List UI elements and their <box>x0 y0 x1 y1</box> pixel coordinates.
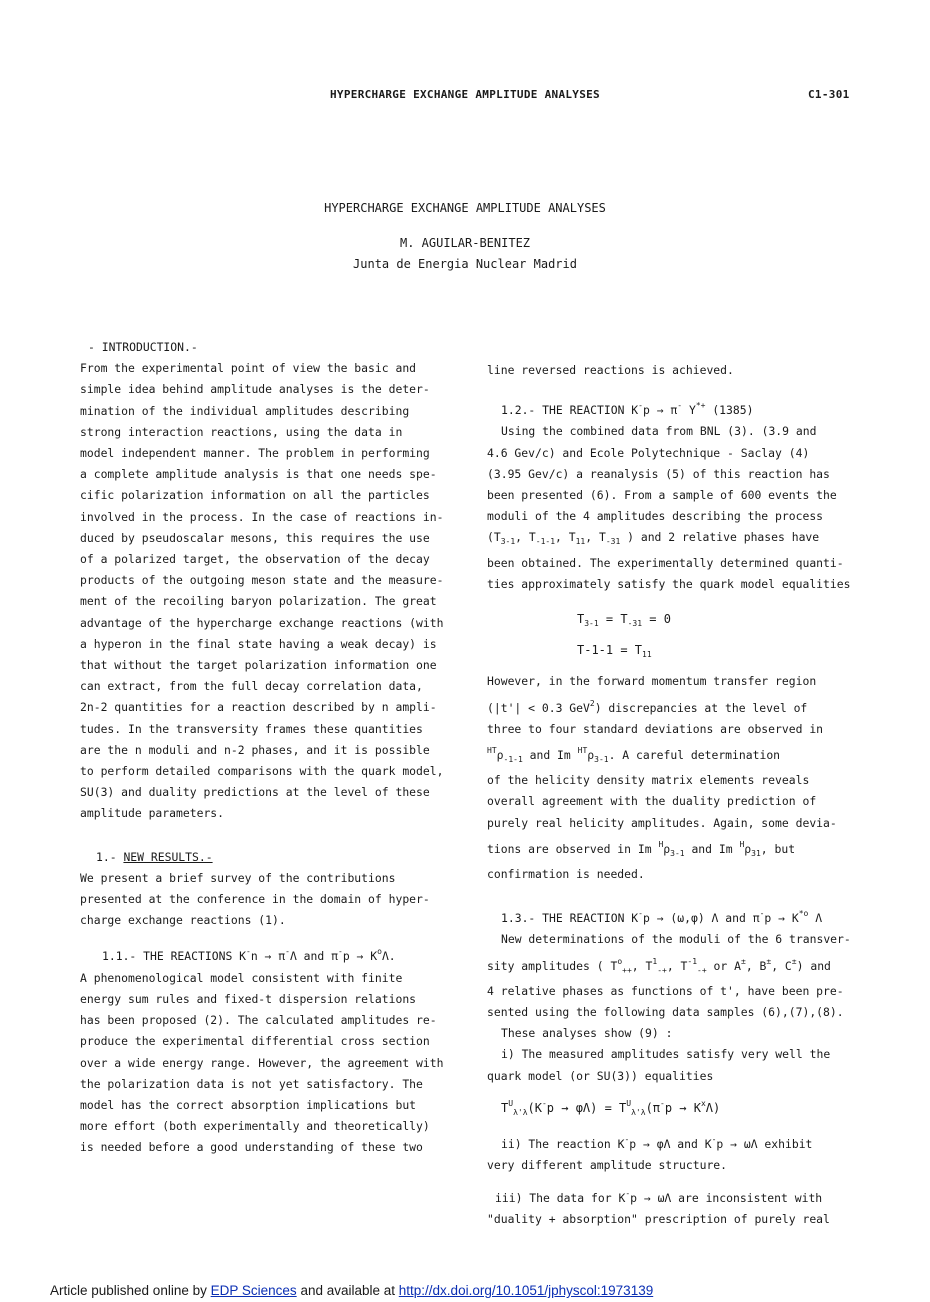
text-line: presented at the conference in the domain of hyper- <box>80 892 430 907</box>
item-ii: ii) The reaction K-p → φΛ and K-p → ωΛ exhibit <box>501 1135 813 1152</box>
publication-footer <box>50 1283 653 1298</box>
text-line: model independent manner. The problem in performing <box>80 446 430 461</box>
text-line: 2n-2 quantities for a reaction described by n ampli- <box>80 700 437 715</box>
text-fragment: and Im <box>691 841 733 856</box>
heading-text: p → π <box>642 403 678 418</box>
text-line: three to four standard deviations are observed in <box>487 721 824 736</box>
equation-value: 0 <box>663 612 671 627</box>
heading-text: Λ. <box>381 949 396 964</box>
heading-text: 1.1.- THE REACTIONS K <box>102 949 247 964</box>
text-line: very different amplitude structure. <box>487 1158 728 1173</box>
text-line: From the experimental point of view the basic and <box>80 361 417 376</box>
text-line: amplitude parameters. <box>80 806 225 821</box>
text-line: duced by pseudoscalar mesons, this requires the use <box>80 530 430 545</box>
text-fragment: ) and 2 relative phases have <box>627 530 820 545</box>
text-line: of a polarized target, the observation of the decay <box>80 552 430 567</box>
text-line: been presented (6). From a sample of 600 events the <box>487 488 837 503</box>
affiliation: Junta de Energia Nuclear Madrid <box>353 257 577 271</box>
text-line: overall agreement with the duality prediction of <box>487 794 817 809</box>
text-line: "duality + absorption" prescription of purely real <box>487 1211 830 1226</box>
text-fragment: p → ωΛ exhibit <box>716 1137 813 1152</box>
text-fragment: ) discrepancies at the level of <box>594 700 808 715</box>
left-column <box>80 337 443 1159</box>
text-fragment: ) and <box>796 958 831 973</box>
running-title: HYPERCHARGE EXCHANGE AMPLITUDE ANALYSES <box>330 88 600 101</box>
text-line: has been proposed (2). The calculated amplitudes re- <box>80 1013 437 1028</box>
text-line: of the helicity density matrix elements reveals <box>487 773 810 788</box>
text-line: tudes. In the transversity frames these quantities <box>80 721 423 736</box>
text-line: over a wide energy range. However, the agreement with <box>80 1055 444 1070</box>
heading-text: n → π <box>250 949 286 964</box>
heading-text: p → K <box>342 949 378 964</box>
heading-text: 1.3.- THE REACTION K <box>501 911 639 926</box>
text-line: SU(3) and duality predictions at the level of these <box>80 785 430 800</box>
equation-1: $T_{3-1} = T_{-31} = 0$ <box>577 612 671 629</box>
text-line: a hyperon in the final state having a weak decay) is <box>80 636 437 651</box>
text-line: more effort (both experimentally and theoretically) <box>80 1119 430 1134</box>
section-heading-new-results <box>80 847 443 868</box>
heading-text: Λ and π <box>289 949 338 964</box>
text-line: purely real helicity amplitudes. Again, some devia- <box>487 815 837 830</box>
author-name: M. AGUILAR-BENITEZ <box>399 236 531 250</box>
text-line: We present a brief survey of the contributions <box>80 870 396 885</box>
page-number: C1-301 <box>808 88 850 101</box>
item-iii: iii) The data for K-p → ωΛ are inconsistent with <box>495 1188 823 1205</box>
text-line: is needed before a good understanding of these two <box>80 1140 423 1155</box>
subsection-heading-1-1: 1.1.- THE REACTIONS K-n → π-Λ and $\pi^-p \to K^o\Lambda$. <box>102 947 396 964</box>
text-line: New determinations of the moduli of the 6 transver- <box>501 932 851 947</box>
text-line: been obtained. The experimentally determined quanti- <box>487 555 844 570</box>
doi-link[interactable]: http://dx.doi.org/10.1051/jphyscol:1973139 <box>398 1283 654 1298</box>
publisher-link[interactable]: EDP Sciences <box>210 1283 297 1298</box>
rho-line-2: tions are observed in Im $^H\rho_{3-1}$ and Im $^H\rho_{31}$, but <box>487 839 796 858</box>
text-line: A phenomenological model consistent with finite <box>80 970 403 985</box>
text-fragment: or A <box>713 958 741 973</box>
text-fragment: (|t'| < 0.3 GeV <box>487 700 590 715</box>
text-line: produce the experimental differential cross section <box>80 1034 430 1049</box>
equation-part: p → K <box>664 1100 701 1115</box>
text-line: strong interaction reactions, using the data in <box>80 424 403 439</box>
text-line: confirmation is needed. <box>487 867 645 882</box>
heading-text: Λ <box>815 911 823 926</box>
text-fragment: , B <box>745 958 767 973</box>
text-line: a complete amplitude analysis is that one needs spe- <box>80 467 437 482</box>
equation-part: (K <box>527 1100 542 1115</box>
text-line: 4.6 Gev/c) and Ecole Polytechnique - Saclay (4) <box>487 445 810 460</box>
text-line: These analyses show (9) : <box>501 1026 673 1041</box>
text-line: quark model (or SU(3)) equalities <box>487 1068 714 1083</box>
heading-text: Y <box>688 403 696 418</box>
text-line: charge exchange reactions (1). <box>80 913 286 928</box>
text-fragment: tions are observed in Im <box>487 841 652 856</box>
text-line: ment of the recoiling baryon polarization. The great <box>80 594 437 609</box>
footer-prefix: Article published online by <box>50 1283 207 1298</box>
text-line: ties approximately satisfy the quark model equalities <box>487 576 851 591</box>
equation-lhs: T-1-1 <box>577 643 614 658</box>
text-line: the polarization data is not yet satisfactory. The <box>80 1076 423 1091</box>
subsection-heading-1-2: 1.2.- THE REACTION K-p → π- Y*+ (1385) <box>501 401 754 418</box>
t-range-line: (|t'| < 0.3 GeV$^2$) discrepancies at the level of <box>487 698 808 715</box>
subsection-heading-1-3: 1.3.- THE REACTION K-p → (ω,φ) Λ and $\pi^-p \to K^{*o}$ Λ <box>501 909 823 926</box>
rho-line: $^{HT}\rho_{-1-1}$ and Im $^{HT}\rho_{3-1}$. A careful determination <box>487 746 781 765</box>
text-line: 4 relative phases as functions of t', have been pre- <box>487 983 844 998</box>
equation-part: (π <box>645 1100 661 1115</box>
text-fragment: iii) The data for K <box>495 1190 626 1205</box>
text-line: can extract, from the full decay correlation data, <box>80 679 423 694</box>
text-line: Using the combined data from BNL (3). (3.9 and <box>501 424 817 439</box>
amplitudes-line: ($T_{3-1}$, $T_{-1-1}$, $T_{11}$, $T_{-31}$ ) and 2 relative phases have <box>487 530 820 547</box>
text-line: model has the correct absorption implications but <box>80 1097 417 1112</box>
intro-paragraph <box>80 358 443 824</box>
text-fragment: p → ωΛ are inconsistent with <box>630 1190 823 1205</box>
section-title: NEW RESULTS.- <box>123 849 213 864</box>
heading-text: p → (ω,φ) Λ and π <box>642 911 760 926</box>
heading-text: p → K <box>764 911 799 926</box>
text-fragment: ii) The reaction K <box>501 1137 625 1152</box>
text-fragment: sity amplitudes ( T <box>487 958 618 973</box>
text-line: simple idea behind amplitude analyses is the deter- <box>80 382 430 397</box>
text-line: moduli of the 4 amplitudes describing the process <box>487 509 824 524</box>
equation-part: Λ) <box>705 1100 721 1115</box>
text-fragment: p → φΛ and K <box>629 1137 712 1152</box>
text-line: line reversed reactions is achieved. <box>487 363 734 377</box>
text-line: to perform detailed comparisons with the quark model, <box>80 764 444 779</box>
text-fragment: . A careful determination <box>608 748 781 763</box>
equation-part: p → φΛ) = T <box>546 1100 627 1115</box>
heading-text: 1.2.- THE REACTION K <box>501 403 639 418</box>
text-line: energy sum rules and fixed-t dispersion relations <box>80 991 417 1006</box>
text-fragment: and Im <box>529 748 571 763</box>
text-line: cific polarization information on all the particles <box>80 488 430 503</box>
text-line: products of the outgoing meson state and the measure- <box>80 573 444 588</box>
text-fragment: , but <box>760 841 796 856</box>
text-line: mination of the individual amplitudes describing <box>80 403 410 418</box>
footer-middle: and available at <box>300 1283 396 1298</box>
text-line: i) The measured amplitudes satisfy very well the <box>501 1047 831 1062</box>
equation-2: $T-1-1 = T_{11}$ <box>577 643 652 660</box>
text-line: advantage of the hypercharge exchange reactions (with <box>80 615 444 630</box>
text-line: involved in the process. In the case of reactions in- <box>80 509 444 524</box>
text-line: (3.95 Gev/c) a reanalysis (5) of this reaction has <box>487 466 830 481</box>
paper-title: HYPERCHARGE EXCHANGE AMPLITUDE ANALYSES <box>324 201 606 215</box>
text-line: However, in the forward momentum transfer region <box>487 674 817 689</box>
equation-3: $T^U_{\lambda'\lambda}(K^-p \to \varphi\Lambda) = T^U_{\lambda'\lambda}(\pi^-p \to K^x\Lambda)$ <box>501 1098 721 1117</box>
right-column <box>487 360 851 1230</box>
section-number: 1.- <box>96 849 117 864</box>
intro-heading: - INTRODUCTION.- <box>88 340 198 354</box>
text-fragment: , C <box>771 958 792 973</box>
text-line: sented using the following data samples (6),(7),(8). <box>487 1005 844 1020</box>
text-line: that without the target polarization information one <box>80 658 437 673</box>
heading-text: (1385) <box>712 403 754 418</box>
transversity-amplitudes-line: sity amplitudes ( $T^o_{++}$, $T^1_{-+}$, $T^{-1}_{-+}$ or A±, B±, C±) and <box>487 956 831 975</box>
text-line: are the n moduli and n-2 phases, and it is possible <box>80 742 430 757</box>
